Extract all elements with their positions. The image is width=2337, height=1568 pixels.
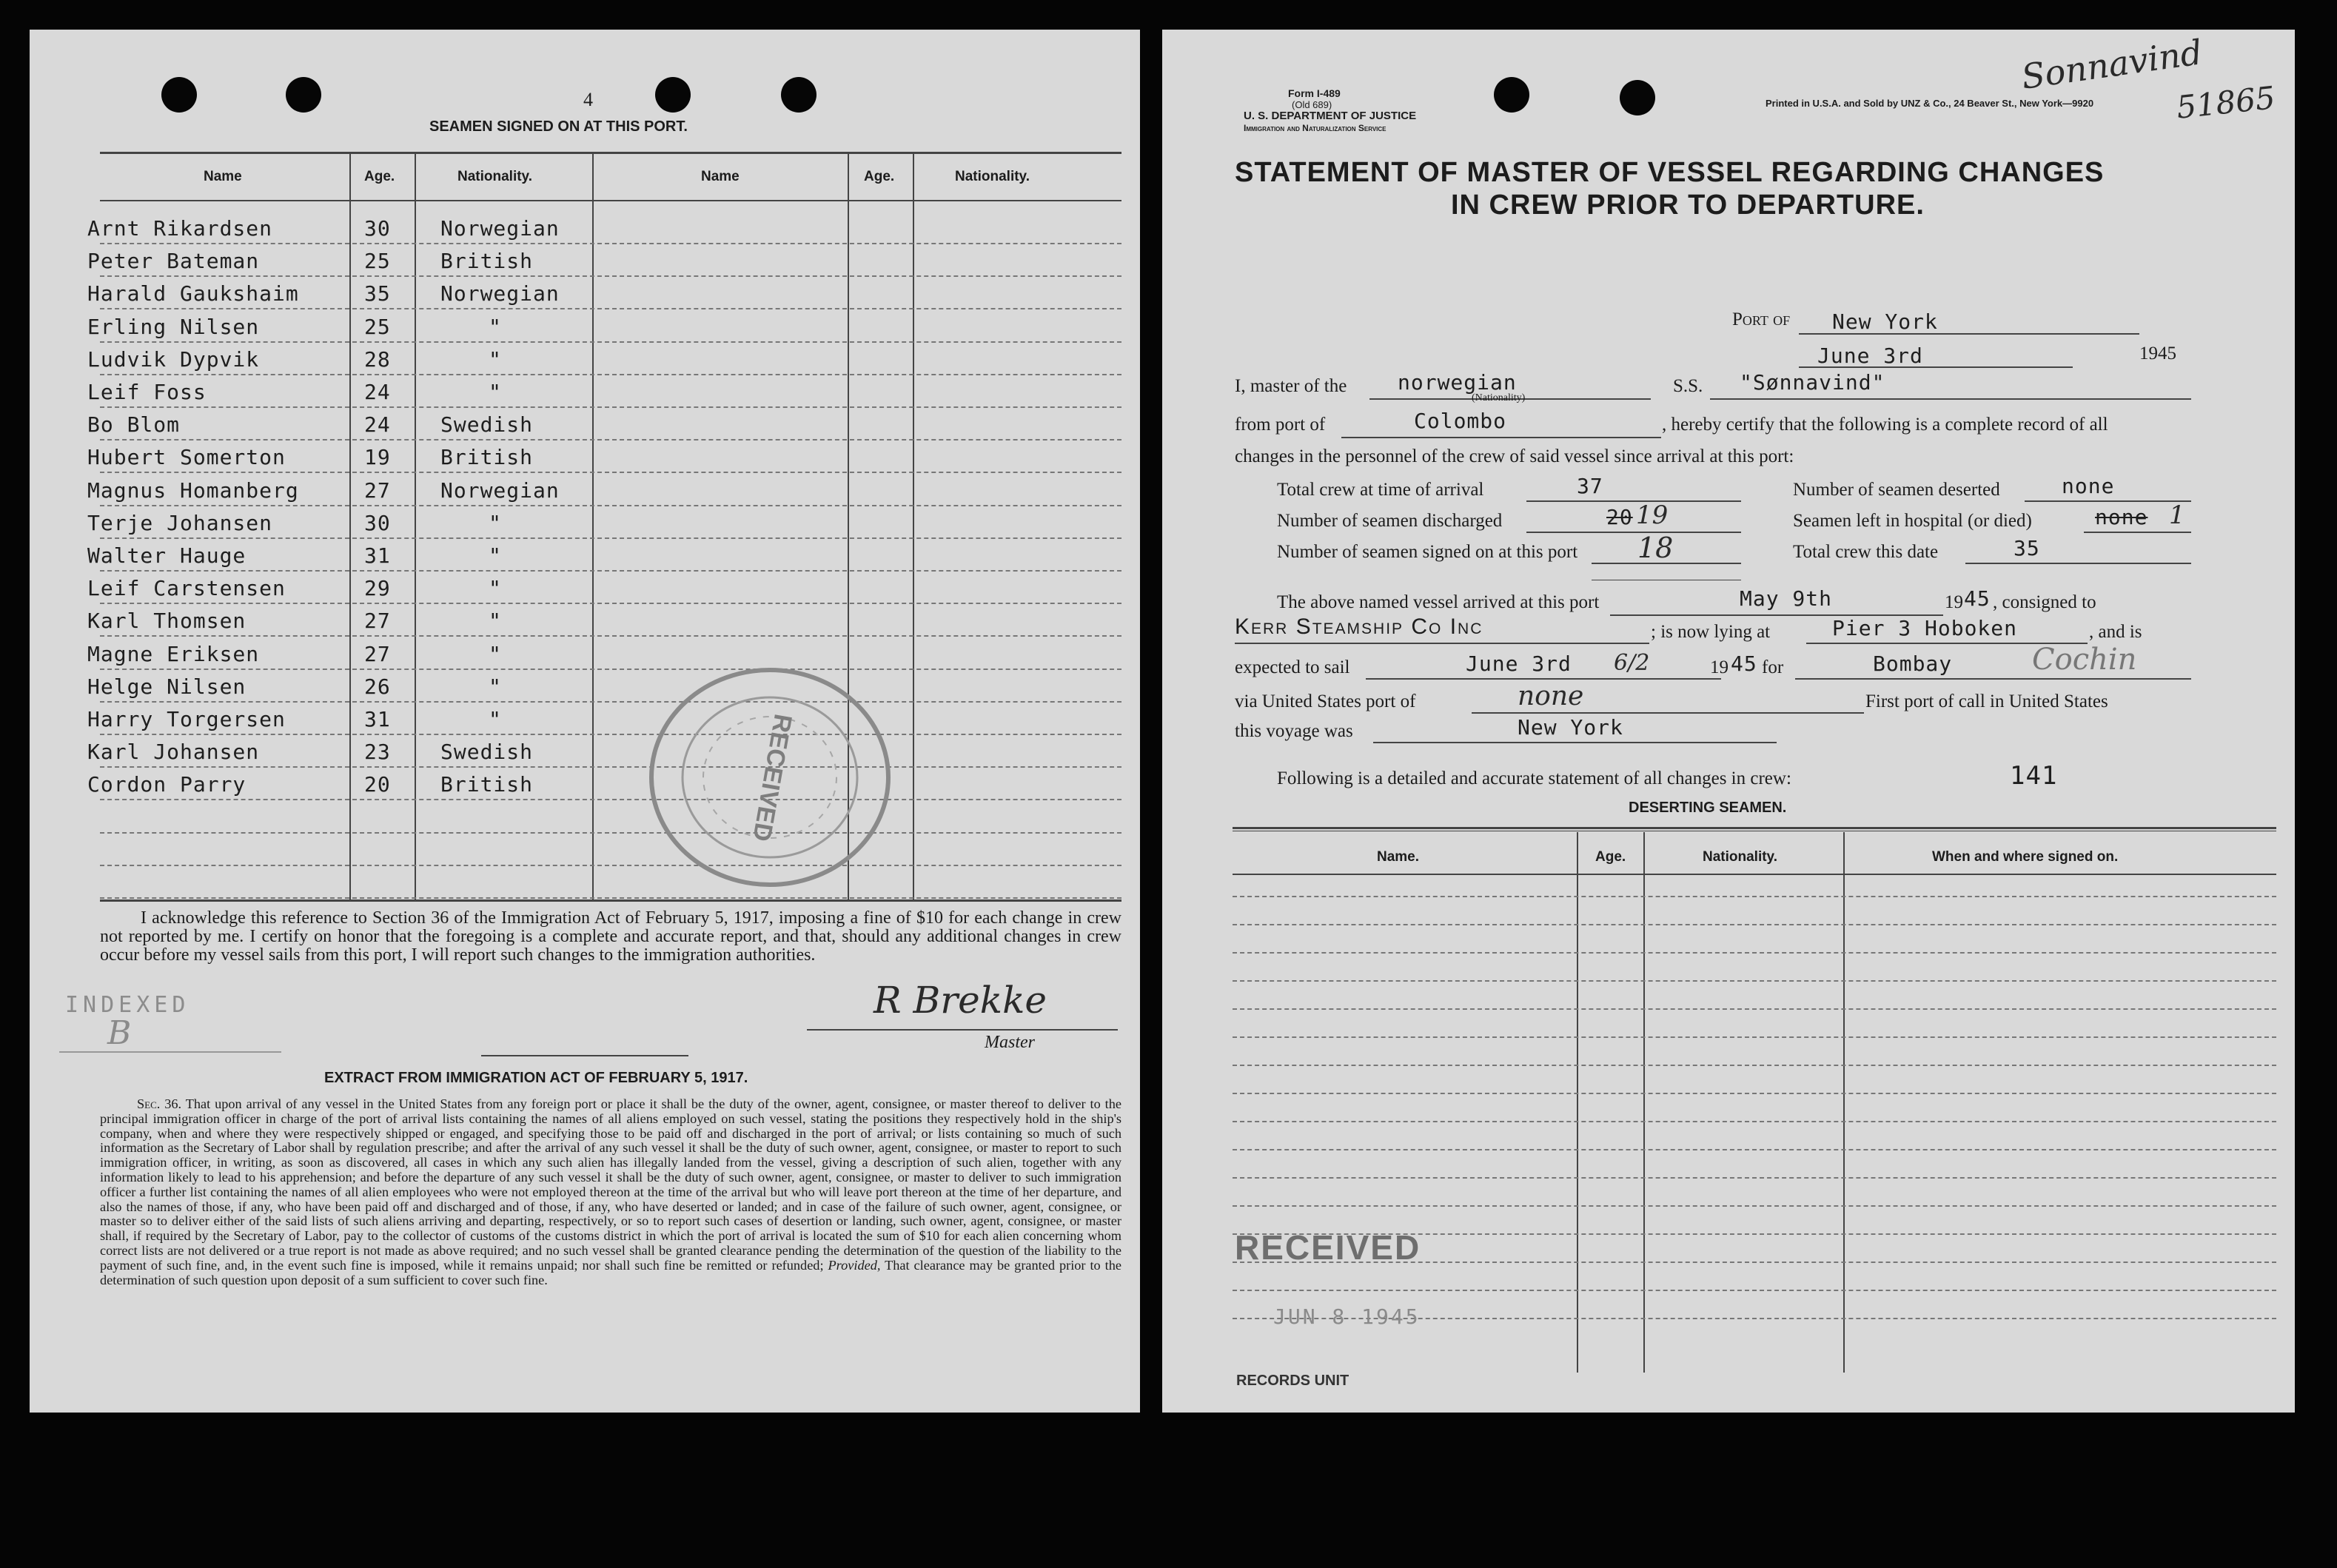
ss-label: S.S. [1673,376,1703,396]
seaman-nationality: Swedish [440,740,534,764]
sail-underline [1366,678,1721,680]
col-header-age: Age. [364,169,395,184]
printer-line: Printed in U.S.A. and Sold by UNZ & Co., 24 Beaver St., New York—9920 [1766,98,2094,109]
col-header-name: Name [701,169,740,184]
via-value: none [1518,681,1584,711]
deserted-value: none [2062,474,2115,498]
seaman-age: 24 [364,412,391,437]
nationality-value: norwegian [1398,370,1517,395]
port-value: New York [1832,309,1938,334]
seaman-name: Leif Foss [87,380,207,404]
master-of-label: I, master of the [1235,376,1347,396]
row-rule [100,472,1121,473]
seaman-nationality: British [440,249,534,273]
row-rule [100,832,1121,834]
total-arrival-label: Total crew at time of arrival [1277,480,1484,500]
column-divider [592,153,594,899]
seaman-name: Helge Nilsen [87,674,247,699]
this-voyage-label: this voyage was [1235,721,1353,741]
deserting-row-rule [1233,1036,2276,1038]
extract-rule [481,1055,688,1056]
deserting-col-divider [1843,832,1845,1373]
hospital-struck: none [2095,505,2148,529]
changes-text: changes in the personnel of the crew of said vessel since arrival at this port: [1235,446,1794,466]
first-port-value: New York [1518,715,1623,740]
from-port-label: from port of [1235,415,1326,435]
right-page [1162,30,2295,1413]
seaman-name: Magne Eriksen [87,642,260,666]
destination-value: Bombay [1873,651,1953,676]
deserting-row-rule [1233,952,2276,954]
row-rule [100,374,1121,375]
seaman-name: Hubert Somerton [87,445,286,469]
deserting-row-rule [1233,1008,2276,1010]
left-page [30,30,1140,1413]
stamp-label: RECEIVED [747,711,797,844]
total-date-value: 35 [2014,536,2040,560]
seaman-age: 27 [364,609,391,633]
deserted-label: Number of seamen deserted [1793,480,2000,500]
signature-line [807,1029,1118,1031]
date-value: June 3rd [1817,344,1923,368]
seaman-name: Cordon Parry [87,772,247,797]
seaman-name: Ludvik Dypvik [87,347,260,372]
department: U. S. DEPARTMENT OF JUSTICE [1244,110,1417,122]
table-header-rule [100,200,1121,201]
acknowledgement-text: I acknowledge this reference to Section 36 of the Immigration Act of February 5, 1917, imposing a fine of $10 for each change in crew not reported by me. I certify on honor that the foregoing is a complete and accurate report, and that, should any additional changes in crew occur before my vessel sails from this port, I will report such changes to the immigration authorities. [100,908,1121,965]
seaman-nationality: " [489,609,502,633]
sail-year-prefix: 19 [1710,657,1729,677]
indexed-mark: B [107,1014,132,1052]
seaman-nationality: Norwegian [440,216,560,241]
seaman-name: Magnus Homanberg [87,478,299,503]
col-header-nationality: Nationality. [955,169,1030,184]
seaman-age: 24 [364,380,391,404]
col-header-name: Name [204,169,242,184]
punch-hole [1494,77,1529,113]
seaman-age: 23 [364,740,391,764]
row-rule [100,799,1121,800]
seaman-name: Erling Nilsen [87,315,260,339]
deserting-col-divider [1577,832,1578,1373]
seaman-nationality: " [489,642,502,666]
seaman-name: Peter Bateman [87,249,260,273]
consignee-value: Kerr Steamship Co Inc [1235,614,1483,639]
lying-tail: , and is [2089,622,2142,642]
discharged-underline [1526,532,1741,533]
row-rule [100,766,1121,768]
seaman-age: 20 [364,772,391,797]
deserting-table-top [1233,827,2276,829]
signed-on-value: 18 [1637,532,1674,564]
for-label: for [1762,657,1784,677]
total-arrival-value: 37 [1577,474,1603,498]
received-date: JUN 8 1945 [1273,1304,1421,1329]
seaman-nationality: Norwegian [440,281,560,306]
punch-hole [781,77,817,113]
extract-provided: Provided, [828,1257,881,1273]
vessel-underline [1710,398,2191,400]
certify-text: , hereby certify that the following is a complete record of all [1662,415,2108,435]
deserting-col-name: Name. [1377,849,1420,865]
total-arrival-underline [1526,500,1741,502]
deserting-header-rule [1233,874,2276,875]
vessel-value: "Sønnavind" [1740,370,1885,395]
seaman-age: 30 [364,511,391,535]
seaman-age: 26 [364,674,391,699]
indexed-stamp: INDEXED [65,992,190,1018]
arrived-value: May 9th [1740,586,1833,611]
via-underline [1472,712,1864,714]
deserting-row-rule [1233,1290,2276,1291]
page-number: 4 [583,89,593,110]
seaman-age: 19 [364,445,391,469]
seaman-name: Karl Johansen [87,740,260,764]
seaman-age: 31 [364,707,391,731]
seaman-name: Terje Johansen [87,511,273,535]
table-top-rule [100,152,1121,154]
sail-note: 6/2 [1614,650,1650,676]
row-rule [100,505,1121,506]
row-rule [100,406,1121,408]
hospital-underline [2084,532,2191,533]
row-rule [100,734,1121,735]
records-unit: RECORDS UNIT [1236,1373,1349,1389]
row-rule [100,537,1121,539]
column-divider [349,153,351,899]
seaman-age: 29 [364,576,391,600]
row-rule [100,701,1121,703]
discharged-value: 19 [1636,500,1669,530]
destination-underline [1795,678,2191,680]
sail-year-value: 45 [1731,651,1757,676]
arrived-year-value: 45 [1964,586,1991,611]
sail-value: June 3rd [1466,651,1572,676]
seaman-name: Walter Hauge [87,543,247,568]
row-rule [100,439,1121,440]
row-rule [100,341,1121,343]
arrived-year-prefix: 19 [1945,592,1963,612]
row-rule [100,635,1121,637]
port-label: Port of [1732,309,1791,329]
column-divider [913,153,914,899]
master-signature: R Brekke [874,979,1047,1022]
indexed-underline [59,1051,281,1053]
deserting-row-rule [1233,924,2276,925]
seaman-name: Bo Blom [87,412,181,437]
via-label: via United States port of [1235,691,1416,711]
hospital-label: Seamen left in hospital (or died) [1793,511,2032,531]
seaman-name: Harry Torgersen [87,707,286,731]
seaman-name: Harald Gaukshaim [87,281,299,306]
seaman-age: 28 [364,347,391,372]
punch-hole [655,77,691,113]
consignee-underline [1235,643,1649,644]
seaman-nationality: " [489,543,502,568]
deserting-title: DESERTING SEAMEN. [1629,800,1787,816]
following-label: Following is a detailed and accurate statement of all changes in crew: [1277,768,1791,788]
form-old: (Old 689) [1292,99,1332,110]
row-rule [100,603,1121,604]
deserting-row-rule [1233,1065,2276,1066]
seaman-nationality: Swedish [440,412,534,437]
col-header-age: Age. [864,169,895,184]
deserting-col-divider [1643,832,1645,1373]
first-port-label: First port of call in United States [1865,691,2108,711]
deserting-row-rule [1233,1093,2276,1094]
seaman-name: Leif Carstensen [87,576,286,600]
row-rule [100,570,1121,572]
service: Immigration and Naturalization Service [1244,123,1387,133]
destination-handwritten: Cochin [2032,643,2137,677]
deserting-row-rule [1233,1205,2276,1207]
seaman-age: 35 [364,281,391,306]
first-port-underline [1373,742,1777,743]
total-date-underline [1965,563,2191,564]
punch-hole [1620,80,1655,115]
arrived-label: The above named vessel arrived at this port [1277,592,1600,612]
consigned-label: , consigned to [1993,592,2096,612]
extract-section: Sec. 36. [137,1096,182,1111]
nationality-caption: (Nationality) [1472,392,1526,403]
column-divider [415,153,416,899]
seaman-nationality: " [489,707,502,731]
received-stamp [637,651,903,903]
extract-title: EXTRACT FROM IMMIGRATION ACT OF FEBRUARY 5, 1917. [324,1070,748,1086]
from-port-value: Colombo [1414,409,1507,433]
form-number: Form I-489 [1288,87,1341,99]
seaman-name: Karl Thomsen [87,609,247,633]
from-port-underline [1341,437,1661,438]
deserting-row-rule [1233,1149,2276,1150]
deserting-col-age: Age. [1595,849,1626,865]
punch-hole [286,77,321,113]
seaman-nationality: " [489,380,502,404]
seaman-age: 31 [364,543,391,568]
extract-text [100,1097,1121,1287]
form-title-line1: STATEMENT OF MASTER OF VESSEL REGARDING CHANGES [1235,157,2105,188]
row-rule [100,275,1121,277]
deserted-underline [2025,500,2191,502]
year-value: 1945 [2139,344,2176,363]
deserting-row-rule [1233,1177,2276,1179]
row-rule [100,865,1121,866]
hospital-value: 1 [2169,500,2185,530]
seaman-age: 25 [364,315,391,339]
seaman-nationality: " [489,511,502,535]
discharged-label: Number of seamen discharged [1277,511,1503,531]
received-stamp-text: RECEIVED [1235,1228,1421,1267]
lying-label: ; is now lying at [1651,622,1771,642]
deserting-row-rule [1233,896,2276,897]
handwritten-number: 51865 [2174,79,2277,126]
section-title: SEAMEN SIGNED ON AT THIS PORT. [429,118,688,135]
total-date-label: Total crew this date [1793,542,1939,562]
extract-tail: That clearance may be granted prior to the determination of such question upon deposit of a sum sufficient to cover such fine. [100,1257,1122,1287]
table-bottom-rule [100,899,1121,902]
seaman-nationality: Norwegian [440,478,560,503]
seaman-nationality: " [489,315,502,339]
row-rule [100,308,1121,309]
seaman-age: 27 [364,478,391,503]
row-rule [100,243,1121,244]
seaman-nationality: " [489,576,502,600]
row-rule [100,669,1121,670]
master-label: Master [985,1033,1035,1052]
discharged-struck: 20 [1606,505,1633,529]
seaman-age: 25 [364,249,391,273]
seaman-nationality: British [440,445,534,469]
handwritten-vessel: Sonnavind [2019,32,2205,97]
seaman-name: Arnt Rikardsen [87,216,273,241]
deserting-row-rule [1233,1121,2276,1122]
col-header-nationality: Nationality. [457,169,532,184]
deserting-row-rule [1233,980,2276,982]
punch-hole [161,77,197,113]
seaman-age: 27 [364,642,391,666]
seaman-nationality: " [489,674,502,699]
seaman-age: 30 [364,216,391,241]
seaman-nationality: " [489,347,502,372]
deserting-col-nationality: Nationality. [1703,849,1777,865]
form-title-line2: IN CREW PRIOR TO DEPARTURE. [1451,190,1925,221]
extract-body: That upon arrival of any vessel in the United States from any foreign port or place it shall be the duty of the owner, agent, consignee, or master thereof to deliver to the principal immigration officer in charge of the port of arrival lists containing the names of all aliens employed on such vessel, stating the positions they respectively hold in the ship's company, when and where they were respectively shipped or engaged, and specifying those to be paid off and discharged in the port of arrival; or lists containing so much of such information as the Secretary of Labor shall by regulation prescribe; and after the arrival of any such vessel it shall be the duty of such owner, agent, consignee, or master to report to such immigration officer, in writing, as soon as discovered, all cases in which any such alien has illegally landed from the vessel, giving a description of such alien, together with any information likely to lead to his apprehension; and before the departure of any such vessel it shall be the duty of such owner, agent, consignee, or master to deliver to such immigration officer a further list containing the names of all alien employees who were not employed thereon at the time of the arrival but who will leave port thereon at the time of her departure, and also the names of those, if any, who have been paid off and discharged and of those, if any, who have deserted or landed; and in case of the failure of such owner, agent, consignee, or master so to deliver either of the said lists of such aliens arriving and departing, respectively, or so to report such cases of desertion or landing, such owner, agent, consignee, or master shall, if required by the Secretary of Labor, pay to the collector of customs of the customs district in which the port of arrival is located the sum of $10 for each alien concerning whom correct lists are not delivered or a true report is not made as above required; and no such vessel shall be granted clearance pending the determination of the question of the liability to the payment of such fine, and, in the event such fine is imposed, while it remains unpaid; nor shall such fine be remitted or refunded; [100,1096,1121,1273]
signed-on-label: Number of seamen signed on at this port [1277,542,1578,562]
deserting-col-signed-on: When and where signed on. [1932,849,2119,865]
lying-value: Pier 3 Hoboken [1832,616,2018,640]
seaman-nationality: British [440,772,534,797]
sail-label: expected to sail [1235,657,1350,677]
changes-number: 141 [2010,761,2058,791]
row-rule [100,897,1121,899]
